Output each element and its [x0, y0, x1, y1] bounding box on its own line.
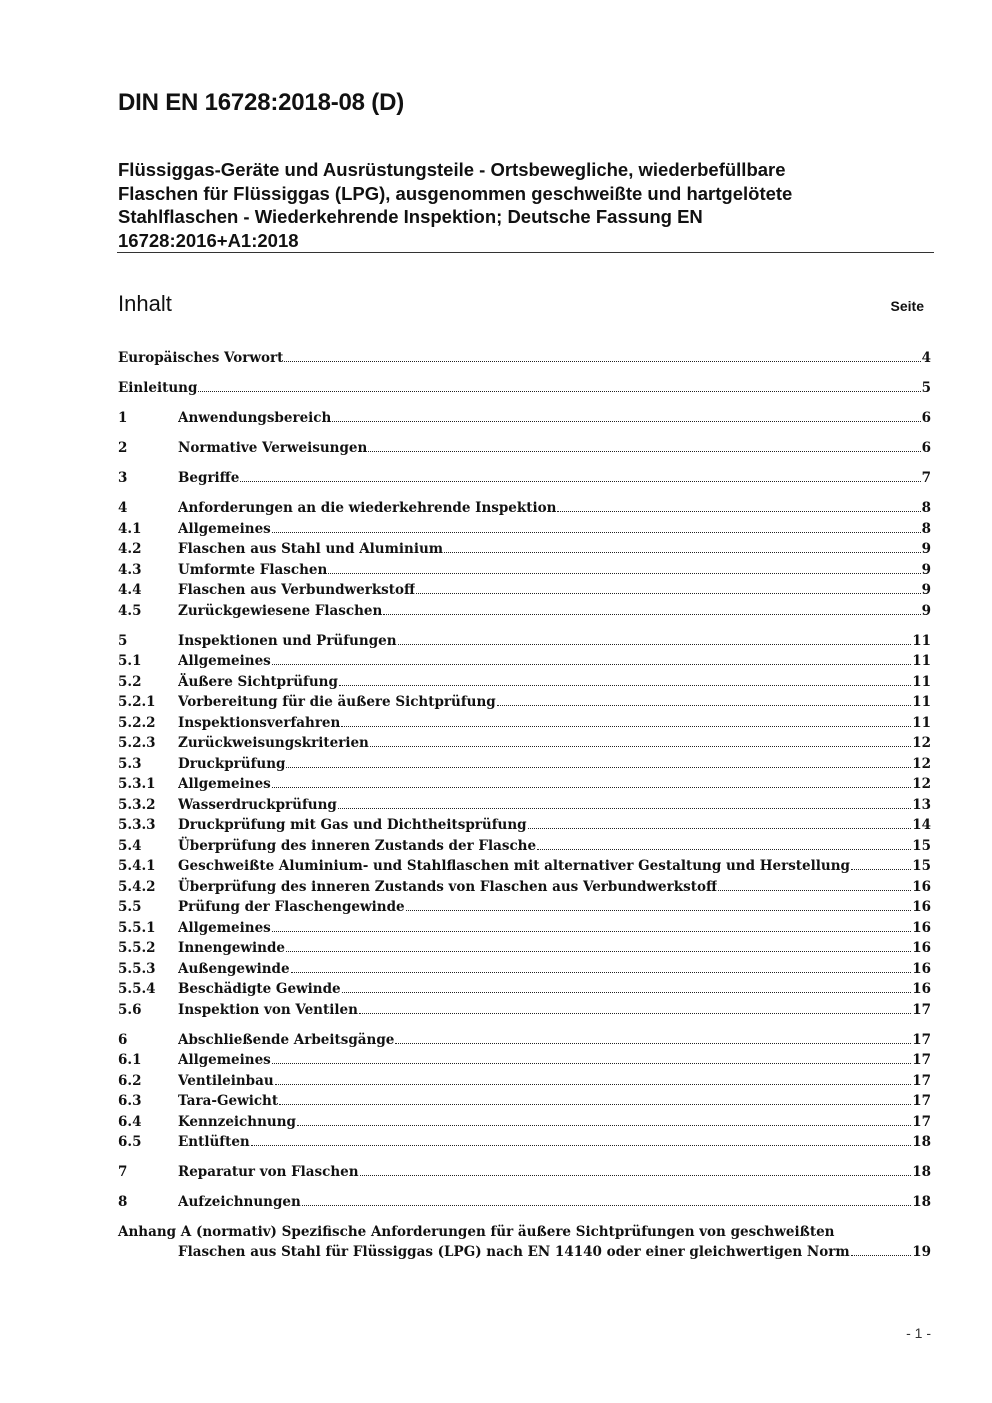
toc-entry-number: 5.3.2: [118, 796, 156, 813]
dot-leader: [302, 1205, 911, 1206]
dot-leader: [272, 532, 921, 533]
toc-entry[interactable]: [118, 498, 931, 519]
dot-leader: [275, 1084, 912, 1085]
toc-entry[interactable]: [118, 1132, 931, 1153]
toc-entry-title: Allgemeines: [178, 653, 271, 669]
dot-leader: [339, 685, 911, 686]
dot-leader: [342, 992, 912, 993]
toc-entry-page-number: 9: [921, 541, 931, 557]
dot-leader: [557, 511, 920, 512]
toc-entry-page-number: 16: [912, 899, 931, 915]
dot-leader: [497, 705, 911, 706]
toc-entry-page-number: 9: [921, 602, 931, 619]
toc-entry-number: 1: [118, 410, 128, 426]
toc-entry-page-number: 13: [912, 796, 931, 813]
dot-leader: [360, 1175, 912, 1176]
toc-entry[interactable]: [118, 408, 931, 429]
toc-entry[interactable]: [118, 601, 931, 622]
toc-entry-number: 5.4: [118, 837, 142, 854]
dot-leader: [341, 726, 911, 727]
toc-entry-title: Flaschen aus Stahl und Aluminium: [178, 541, 444, 557]
toc-entry-page-number: 16: [912, 919, 931, 936]
toc-entry-page-number: 4: [921, 350, 931, 366]
toc-entry-page-number: 7: [921, 470, 931, 486]
toc-entry-number: 4.1: [118, 520, 142, 537]
toc-entry-number: 4.2: [118, 541, 142, 557]
toc-entry[interactable]: [118, 754, 931, 775]
toc-entry[interactable]: [118, 713, 931, 734]
toc-entry-page-number: 16: [912, 960, 931, 977]
toc-entry-title: Allgemeines: [178, 919, 271, 936]
toc-entry[interactable]: [118, 560, 931, 581]
toc-entry-number: 4: [118, 500, 128, 516]
toc-entry-number: 5.2.2: [118, 714, 156, 731]
toc-entry-title: Europäisches Vorwort: [118, 350, 284, 366]
toc-entry[interactable]: [118, 836, 931, 857]
subtitle-line: Flaschen für Flüssiggas (LPG), ausgenommen geschweißte und hartgelötete: [118, 182, 793, 204]
toc-entry[interactable]: [118, 631, 931, 652]
dot-leader: [272, 664, 911, 665]
toc-entry-title: Innengewinde: [178, 940, 285, 956]
annex-title-line-1: Anhang A (normativ) Spezifische Anforderungen für äußere Sichtprüfungen von geschweißten: [118, 1223, 835, 1240]
toc-entry-title: Zurückweisungskriterien: [178, 735, 369, 751]
toc-entry[interactable]: [118, 815, 931, 836]
toc-entry-number: 2: [118, 440, 128, 456]
dot-leader: [272, 787, 911, 788]
toc-entry-title: Tara-Gewicht: [178, 1093, 279, 1109]
toc-entry[interactable]: [118, 672, 931, 693]
toc-page-column-label: Seite: [890, 298, 924, 314]
toc-entry-number: 5.5: [118, 899, 142, 915]
toc-entry-number: 7: [118, 1164, 128, 1180]
toc-entry-page-number: 17: [912, 1072, 931, 1089]
toc-entry[interactable]: [118, 897, 931, 918]
toc-entry[interactable]: [118, 1030, 931, 1051]
toc-entry[interactable]: [118, 580, 931, 601]
dot-leader: [368, 451, 920, 452]
toc-entry-number: 5: [118, 632, 128, 649]
toc-entry-number: 5.3.1: [118, 776, 156, 792]
toc-entry-title: Inspektion von Ventilen: [178, 1001, 358, 1018]
dot-leader: [416, 593, 920, 594]
toc-entry-title: Einleitung: [118, 380, 198, 396]
toc-entry-page-number: 17: [912, 1093, 931, 1109]
toc-entry-number: 5.3: [118, 755, 142, 772]
toc-entry-number: 6.3: [118, 1093, 142, 1109]
toc-entry-number: 5.2.1: [118, 694, 156, 710]
toc-entry[interactable]: [118, 856, 931, 877]
toc-entry-page-number: 11: [912, 632, 931, 649]
toc-entry-page-number: 17: [912, 1031, 931, 1048]
toc-entry-title: Überprüfung des inneren Zustands der Flasche: [178, 837, 537, 854]
toc-entry-number: 5.5.2: [118, 940, 156, 956]
toc-entry[interactable]: [118, 774, 931, 795]
toc-entry-title: Vorbereitung für die äußere Sichtprüfung: [178, 694, 496, 710]
toc-entry-number: 6.5: [118, 1134, 142, 1150]
toc-entry-title: Inspektionen und Prüfungen: [178, 632, 397, 649]
subtitle-divider: [117, 252, 934, 253]
subtitle-line: Stahlflaschen - Wiederkehrende Inspektion; Deutsche Fassung EN: [118, 206, 703, 227]
dot-leader: [851, 1255, 912, 1256]
dot-leader: [328, 573, 920, 574]
toc-entry-page-number: 11: [912, 673, 931, 690]
toc-entry-page-number: 11: [912, 653, 931, 669]
toc-entry-page-number: 16: [912, 878, 931, 895]
toc-entry[interactable]: [118, 959, 931, 980]
toc-annex-entry[interactable]: [118, 1222, 931, 1263]
toc-entry-number: 6.4: [118, 1113, 142, 1130]
toc-entry[interactable]: [118, 1192, 931, 1213]
toc-entry-page-number: 17: [912, 1001, 931, 1018]
toc-heading: Inhalt: [118, 291, 172, 316]
toc-entry-title: Entlüften: [178, 1134, 250, 1150]
dot-leader: [370, 746, 911, 747]
toc-entry-page-number: 8: [921, 520, 931, 537]
toc-entry-page-number: 8: [921, 500, 931, 516]
toc-entry-title: Abschließende Arbeitsgänge: [178, 1031, 395, 1048]
document-subtitle: [118, 158, 898, 252]
toc-entry[interactable]: [118, 733, 931, 754]
toc-entry-page-number: 18: [912, 1164, 931, 1180]
dot-leader: [444, 552, 921, 553]
dot-leader: [332, 421, 920, 422]
subtitle-line: Flüssiggas-Geräte und Ausrüstungsteile - Ortsbewegliche, wiederbefüllbare: [118, 159, 786, 180]
toc-entry-number: 5.5.4: [118, 981, 156, 997]
toc-entry[interactable]: [118, 795, 931, 816]
toc-entry[interactable]: [118, 378, 931, 399]
toc-entry-title: Kennzeichnung: [178, 1113, 296, 1130]
toc-entry-number: 5.5.3: [118, 960, 156, 977]
annex-page-number: 19: [912, 1244, 931, 1260]
toc-entry[interactable]: [118, 519, 931, 540]
toc-entry-page-number: 18: [912, 1194, 931, 1210]
toc-entry[interactable]: [118, 539, 931, 560]
dot-leader: [284, 361, 920, 362]
document-id: DIN EN 16728:2018-08 (D): [118, 89, 405, 116]
dot-leader: [251, 1145, 911, 1146]
toc-entry-title: Beschädigte Gewinde: [178, 981, 341, 997]
toc-entry-page-number: 14: [912, 817, 931, 833]
dot-leader: [359, 1013, 911, 1014]
toc-entry[interactable]: [118, 1000, 931, 1021]
toc-entry-title: Außengewinde: [178, 960, 290, 977]
dot-leader: [291, 972, 912, 973]
toc-entry-number: 5.4.1: [118, 858, 156, 874]
toc-entry-number: 4.3: [118, 561, 142, 578]
toc-entry-title: Begriffe: [178, 470, 240, 486]
dot-leader: [279, 1104, 911, 1105]
toc-entry-number: 6.1: [118, 1052, 142, 1068]
toc-entry-title: Anwendungsbereich: [178, 410, 332, 426]
dot-leader: [272, 1063, 911, 1064]
toc-entry-page-number: 11: [912, 714, 931, 731]
toc-entry-page-number: 5: [921, 380, 931, 396]
toc-entry[interactable]: [118, 918, 931, 939]
toc-entry-page-number: 15: [912, 858, 931, 874]
toc-entry[interactable]: [118, 877, 931, 898]
dot-leader: [537, 849, 911, 850]
toc-entry[interactable]: [118, 438, 931, 459]
toc-entry-number: 5.2.3: [118, 735, 156, 751]
toc-entry-page-number: 18: [912, 1134, 931, 1150]
dot-leader: [272, 931, 911, 932]
toc-entry-page-number: 6: [921, 410, 931, 426]
toc-entry-page-number: 9: [921, 582, 931, 598]
toc-entry-title: Umformte Flaschen: [178, 561, 328, 578]
dot-leader: [240, 481, 920, 482]
toc-entry-title: Allgemeines: [178, 1052, 271, 1068]
dot-leader: [851, 869, 911, 870]
annex-title-line-2: Flaschen aus Stahl für Flüssiggas (LPG) nach EN 14140 oder einer gleichwertigen Norm: [178, 1244, 850, 1260]
toc-entry[interactable]: [118, 468, 931, 489]
dot-leader: [383, 614, 920, 615]
toc-entry-page-number: 12: [912, 735, 931, 751]
toc-entry-title: Geschweißte Aluminium- und Stahlflaschen mit alternativer Gestaltung und Herstellung: [178, 858, 850, 874]
toc-entry-page-number: 17: [912, 1052, 931, 1068]
dot-leader: [286, 767, 911, 768]
toc-entry-title: Druckprüfung mit Gas und Dichtheitsprüfung: [178, 817, 527, 833]
toc-entry-title: Überprüfung des inneren Zustands von Flaschen aus Verbundwerkstoff: [178, 878, 718, 895]
toc-entry-number: 5.5.1: [118, 919, 156, 936]
toc-entry-number: 4.4: [118, 582, 142, 598]
toc-entry-page-number: 17: [912, 1113, 931, 1130]
toc-entry-page-number: 9: [921, 561, 931, 578]
dot-leader: [297, 1125, 911, 1126]
toc-entry[interactable]: [118, 938, 931, 959]
dot-leader: [198, 391, 920, 392]
table-of-contents: [118, 348, 931, 1263]
toc-entry-title: Aufzeichnungen: [178, 1194, 301, 1210]
toc-entry-title: Anforderungen an die wiederkehrende Inspektion: [178, 500, 557, 516]
toc-entry[interactable]: [118, 651, 931, 672]
dot-leader: [286, 951, 911, 952]
toc-entry-title: Ventileinbau: [178, 1072, 274, 1089]
page-number: - 1 -: [906, 1325, 931, 1341]
toc-entry[interactable]: [118, 1112, 931, 1133]
toc-entry[interactable]: [118, 1162, 931, 1183]
toc-entry[interactable]: [118, 979, 931, 1000]
toc-entry-page-number: 16: [912, 940, 931, 956]
toc-entry-number: 5.2: [118, 673, 142, 690]
toc-entry-page-number: 12: [912, 776, 931, 792]
toc-entry-title: Reparatur von Flaschen: [178, 1164, 359, 1180]
toc-entry-number: 4.5: [118, 602, 142, 619]
toc-entry[interactable]: [118, 1071, 931, 1092]
dot-leader: [398, 644, 912, 645]
toc-entry-title: Allgemeines: [178, 776, 271, 792]
toc-entry-title: Druckprüfung: [178, 755, 286, 772]
toc-entry-title: Inspektionsverfahren: [178, 714, 341, 731]
dot-leader: [338, 808, 911, 809]
toc-entry-number: 8: [118, 1194, 128, 1210]
toc-entry-title: Wasserdruckprüfung: [178, 796, 337, 813]
toc-entry[interactable]: [118, 348, 931, 369]
toc-entry-number: 5.6: [118, 1001, 142, 1018]
toc-entry-number: 5.4.2: [118, 878, 156, 895]
subtitle-line: 16728:2016+A1:2018: [118, 229, 299, 251]
toc-entry-title: Allgemeines: [178, 520, 271, 537]
toc-entry-title: Zurückgewiesene Flaschen: [178, 602, 383, 619]
toc-entry-page-number: 15: [912, 837, 931, 854]
toc-entry-page-number: 16: [912, 981, 931, 997]
toc-entry-title: Flaschen aus Verbundwerkstoff: [178, 582, 416, 598]
toc-entry-page-number: 6: [921, 440, 931, 456]
toc-entry-title: Normative Verweisungen: [178, 440, 368, 456]
dot-leader: [528, 828, 912, 829]
toc-entry[interactable]: [118, 692, 931, 713]
dot-leader: [718, 890, 911, 891]
toc-entry-number: 6.2: [118, 1072, 142, 1089]
toc-entry-number: 6: [118, 1031, 128, 1048]
toc-entry[interactable]: [118, 1050, 931, 1071]
dot-leader: [395, 1043, 911, 1044]
toc-entry-number: 5.1: [118, 653, 142, 669]
toc-entry-title: Prüfung der Flaschengewinde: [178, 899, 405, 915]
toc-entry-page-number: 12: [912, 755, 931, 772]
toc-entry-title: Äußere Sichtprüfung: [178, 673, 338, 690]
toc-entry[interactable]: [118, 1091, 931, 1112]
toc-entry-number: 5.3.3: [118, 817, 156, 833]
toc-entry-page-number: 11: [912, 694, 931, 710]
dot-leader: [406, 910, 912, 911]
toc-entry-number: 3: [118, 470, 128, 486]
